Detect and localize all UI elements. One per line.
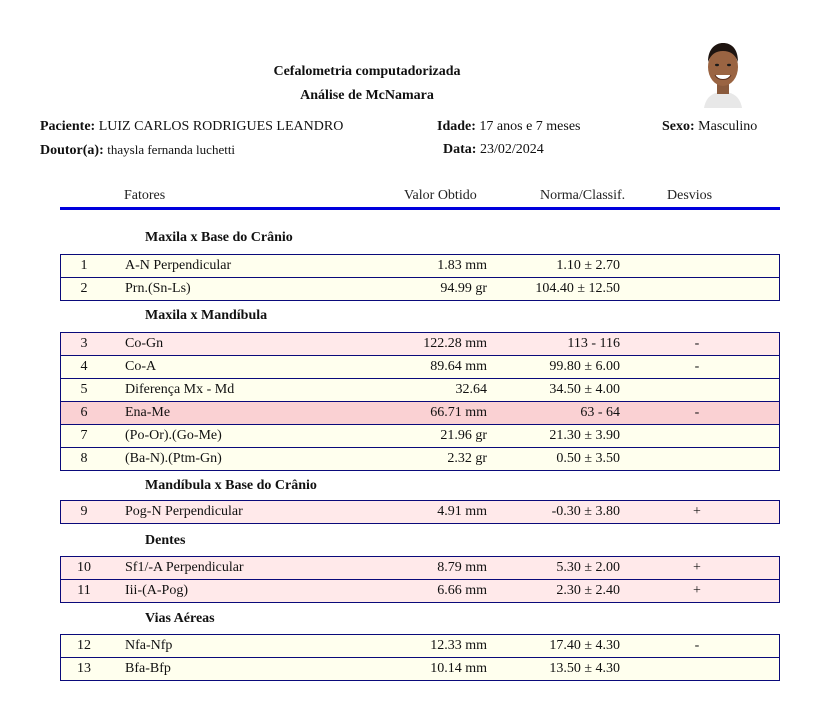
patient-photo xyxy=(700,40,746,108)
table-row xyxy=(61,635,779,657)
row-norm: 21.30 ± 3.90 xyxy=(549,428,620,443)
row-number: 11 xyxy=(77,583,91,598)
report-title: Cefalometria computadorizada xyxy=(273,64,461,79)
row-deviation: - xyxy=(694,405,700,420)
col-value: Valor Obtido xyxy=(404,188,477,203)
row-norm: 104.40 ± 12.50 xyxy=(535,281,620,296)
row-value: 12.33 mm xyxy=(430,638,487,653)
row-factor: Prn.(Sn-Ls) xyxy=(125,281,191,296)
row-norm: 1.10 ± 2.70 xyxy=(556,258,620,273)
row-deviation: + xyxy=(693,583,701,598)
patient-name-line xyxy=(40,119,343,135)
row-value: 66.71 mm xyxy=(430,405,487,420)
row-norm: 99.80 ± 6.00 xyxy=(549,359,620,374)
row-value: 89.64 mm xyxy=(430,359,487,374)
exam-date: 23/02/2024 xyxy=(479,142,544,157)
section-title: Mandíbula x Base do Crânio xyxy=(145,478,317,493)
section-title: Maxila x Base do Crânio xyxy=(145,230,293,245)
row-value: 94.99 gr xyxy=(440,281,487,296)
row-value: 2.32 gr xyxy=(447,451,487,466)
row-number: 1 xyxy=(80,258,88,273)
row-number: 2 xyxy=(80,281,88,296)
section-title: Vias Aéreas xyxy=(145,611,215,626)
row-number: 5 xyxy=(80,382,88,397)
row-deviation: - xyxy=(694,359,700,374)
report-subtitle: Análise de McNamara xyxy=(300,88,434,103)
row-value: 4.91 mm xyxy=(437,504,487,519)
row-value: 6.66 mm xyxy=(437,583,487,598)
row-value: 21.96 gr xyxy=(440,428,487,443)
row-factor: Ena-Me xyxy=(125,405,171,420)
table-row xyxy=(61,579,779,602)
patient-name: LUIZ CARLOS RODRIGUES LEANDRO xyxy=(98,119,344,134)
table-row xyxy=(61,401,779,424)
row-number: 12 xyxy=(77,638,91,653)
row-factor: Co-Gn xyxy=(125,336,164,351)
row-number: 10 xyxy=(77,560,91,575)
col-norm: Norma/Classif. xyxy=(540,188,626,203)
row-value: 1.83 mm xyxy=(437,258,487,273)
row-value: 8.79 mm xyxy=(437,560,487,575)
row-norm: 5.30 ± 2.00 xyxy=(556,560,620,575)
row-factor: Pog-N Perpendicular xyxy=(125,504,243,519)
table-row xyxy=(61,355,779,378)
col-deviation: Desvios xyxy=(667,188,713,203)
row-value: 32.64 xyxy=(455,382,487,397)
col-factors: Fatores xyxy=(124,188,166,203)
row-factor: (Po-Or).(Go-Me) xyxy=(125,428,222,443)
sex-line xyxy=(662,119,757,135)
row-factor: A-N Perpendicular xyxy=(125,258,232,273)
date-label: Data: xyxy=(443,142,477,157)
row-number: 6 xyxy=(80,405,88,420)
row-number: 8 xyxy=(80,451,88,466)
section-title: Dentes xyxy=(145,533,186,548)
row-deviation: + xyxy=(693,504,701,519)
row-number: 9 xyxy=(80,504,88,519)
row-norm: 113 - 116 xyxy=(567,336,620,351)
section-table xyxy=(60,254,780,301)
patient-portrait-icon xyxy=(700,40,746,108)
table-row xyxy=(61,447,779,470)
row-norm: 17.40 ± 4.30 xyxy=(549,638,620,653)
section-table xyxy=(60,332,780,471)
row-factor: Nfa-Nfp xyxy=(125,638,173,653)
table-row xyxy=(61,333,779,355)
patient-label: Paciente: xyxy=(40,119,96,134)
table-row xyxy=(61,255,779,277)
section-title: Maxila x Mandíbula xyxy=(145,308,268,323)
section-table xyxy=(60,500,780,524)
row-number: 13 xyxy=(77,661,91,676)
patient-sex: Masculino xyxy=(698,119,758,134)
row-factor: Iii-(A-Pog) xyxy=(125,583,188,598)
row-norm: 34.50 ± 4.00 xyxy=(549,382,620,397)
row-value: 122.28 mm xyxy=(423,336,487,351)
row-factor: Diferença Mx - Md xyxy=(125,382,235,397)
row-number: 7 xyxy=(80,428,88,443)
row-norm: 63 - 64 xyxy=(580,405,620,420)
row-factor: Bfa-Bfp xyxy=(125,661,171,676)
patient-age: 17 anos e 7 meses xyxy=(479,119,581,134)
row-factor: Co-A xyxy=(125,359,157,374)
doctor-label: Doutor(a): xyxy=(40,143,104,158)
doctor-line xyxy=(40,142,235,159)
age-label: Idade: xyxy=(437,119,476,134)
table-row xyxy=(61,378,779,401)
table-row xyxy=(61,557,779,579)
sex-label: Sexo: xyxy=(662,119,695,134)
row-value: 10.14 mm xyxy=(430,661,487,676)
row-factor: Sf1/-A Perpendicular xyxy=(125,560,244,575)
row-number: 4 xyxy=(80,359,88,374)
section-table xyxy=(60,556,780,603)
row-deviation: - xyxy=(694,638,700,653)
date-line xyxy=(443,142,544,158)
row-deviation: + xyxy=(693,560,701,575)
section-table xyxy=(60,634,780,681)
table-row xyxy=(61,657,779,680)
row-norm: 2.30 ± 2.40 xyxy=(556,583,620,598)
row-norm: -0.30 ± 3.80 xyxy=(551,504,620,519)
row-norm: 0.50 ± 3.50 xyxy=(556,451,620,466)
doctor-name: thaysla fernanda luchetti xyxy=(107,142,236,157)
row-deviation: - xyxy=(694,336,700,351)
row-norm: 13.50 ± 4.30 xyxy=(549,661,620,676)
row-factor: (Ba-N).(Ptm-Gn) xyxy=(125,451,222,466)
table-row xyxy=(61,424,779,447)
age-line xyxy=(437,119,581,135)
table-row xyxy=(61,277,779,300)
header-divider xyxy=(60,207,780,210)
table-row xyxy=(61,501,779,523)
row-number: 3 xyxy=(80,336,88,351)
